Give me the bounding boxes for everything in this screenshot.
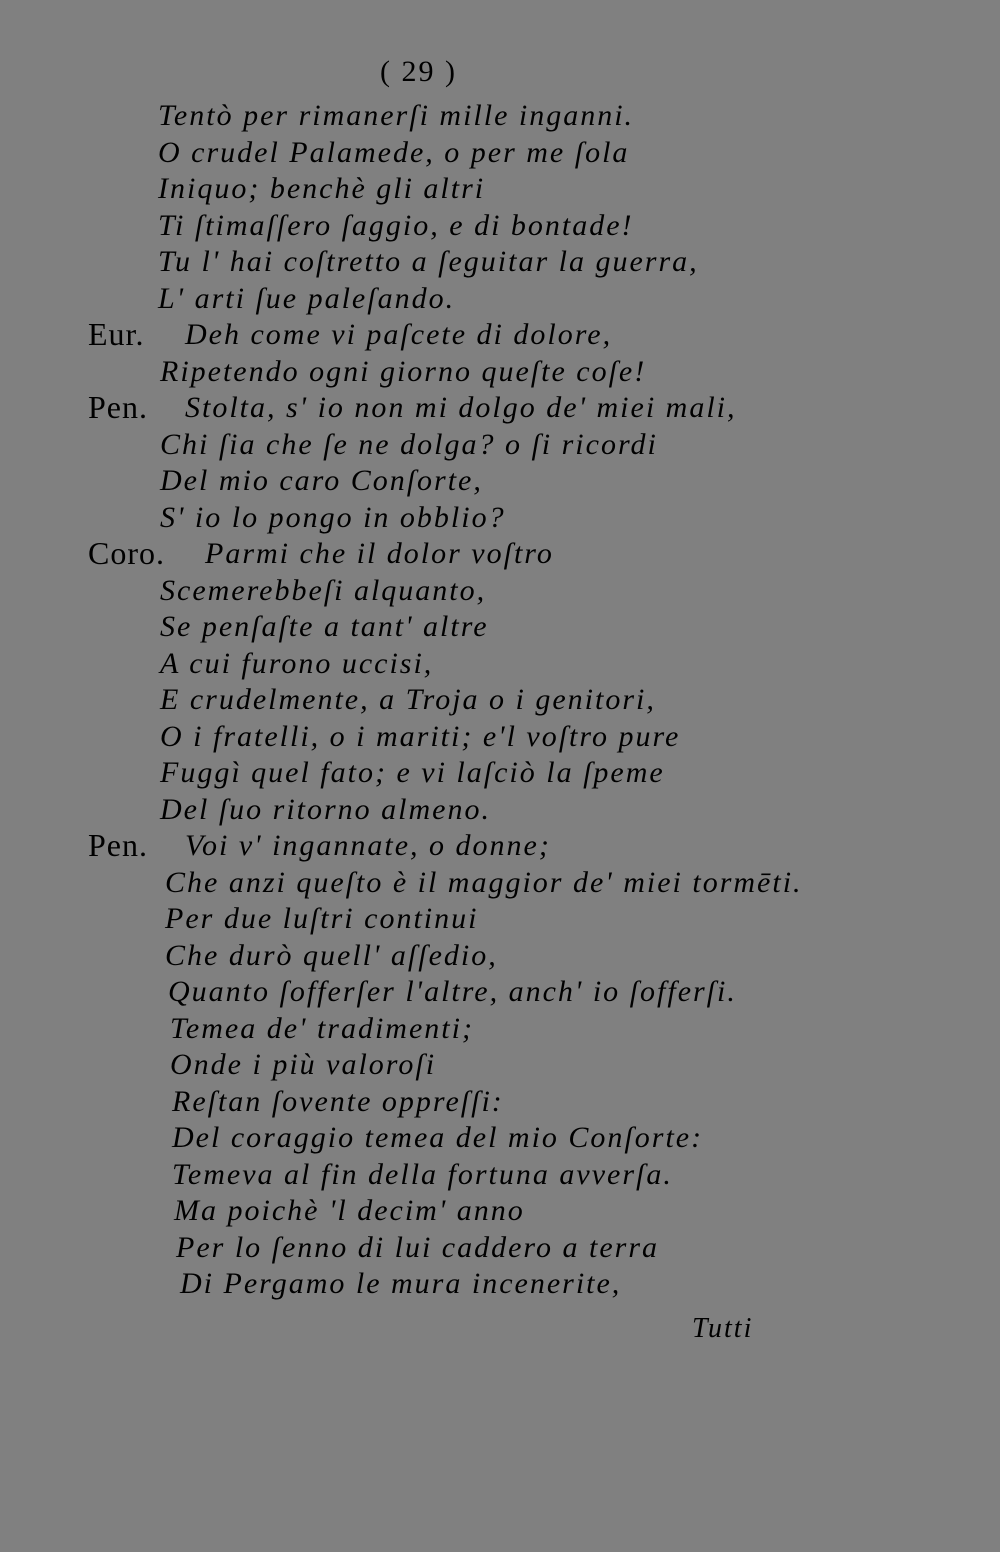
verse-line: Del ſuo ritorno almeno. <box>160 792 491 826</box>
verse-line: Per lo ſenno di lui caddero a terra <box>176 1230 659 1264</box>
verse-line: L' arti ſue paleſando. <box>158 281 456 315</box>
verse-line: Che anzi queſto è il maggior de' miei tormēti. <box>165 865 803 899</box>
verse-line: Ma poichè 'l decim' anno <box>174 1194 525 1227</box>
verse-line: Voi v' ingannate, o donne; <box>185 829 551 862</box>
verse-line: O i fratelli, o i mariti; e'l voſtro pure <box>160 719 681 753</box>
verse-line: Ripetendo ogni giorno queſte coſe! <box>160 354 647 388</box>
verse-line: Iniquo; benchè gli altri <box>158 172 486 205</box>
verse-line: Parmi che il dolor voſtro <box>205 537 554 570</box>
catchword: Tutti <box>692 1313 754 1344</box>
verse-line: Tu l' hai coſtretto a ſeguitar la guerra, <box>158 245 699 278</box>
verse-line: Temea de' tradimenti; <box>170 1011 474 1045</box>
speaker-label: Coro. <box>88 535 165 571</box>
verse-line: Fuggì quel fato; e vi laſciò la ſpeme <box>160 756 665 789</box>
verse-line: Per due luſtri continui <box>165 902 479 935</box>
verse-line: Del mio caro Conſorte, <box>160 464 483 497</box>
verse-line: Ti ſtimaſſero ſaggio, e di bontade! <box>158 208 634 242</box>
verse-line: Scemerebbeſi alquanto, <box>160 573 487 607</box>
verse-line: S' io lo pongo in obblio? <box>160 500 506 534</box>
verse-line: O crudel Palamede, o per me ſola <box>158 135 630 169</box>
verse-line: Deh come vi paſcete di dolore, <box>185 318 613 351</box>
verse-line: Stolta, s' io non mi dolgo de' miei mali, <box>185 391 737 424</box>
verse-line: Se penſaſte a tant' altre <box>160 610 489 643</box>
verse-line: Quanto ſofferſer l'altre, anch' io ſofferſi. <box>168 975 737 1008</box>
verse-line: Onde i più valoroſi <box>170 1048 437 1081</box>
speaker-label: Eur. <box>88 316 145 352</box>
verse-line: Di Pergamo le mura incenerite, <box>180 1267 622 1300</box>
speaker-label: Pen. <box>88 827 148 863</box>
verse-line: Del coraggio temea del mio Conſorte: <box>172 1121 704 1154</box>
speaker-label: Pen. <box>88 389 148 425</box>
verse-line: Chi ſia che ſe ne dolga? o ſi ricordi <box>160 427 658 461</box>
verse-line: A cui furono uccisi, <box>160 646 434 680</box>
verse-line: Tentò per rimanerſi mille inganni. <box>158 99 635 132</box>
verse-line: Che durò quell' aſſedio, <box>165 938 498 972</box>
verse-line: E crudelmente, a Troja o i genitori, <box>160 683 656 716</box>
verse-line: Reſtan ſovente oppreſſi: <box>172 1084 504 1118</box>
verse-line: Temeva al fin della fortuna avverſa. <box>172 1157 673 1191</box>
page-number: ( 29 ) <box>380 55 457 88</box>
